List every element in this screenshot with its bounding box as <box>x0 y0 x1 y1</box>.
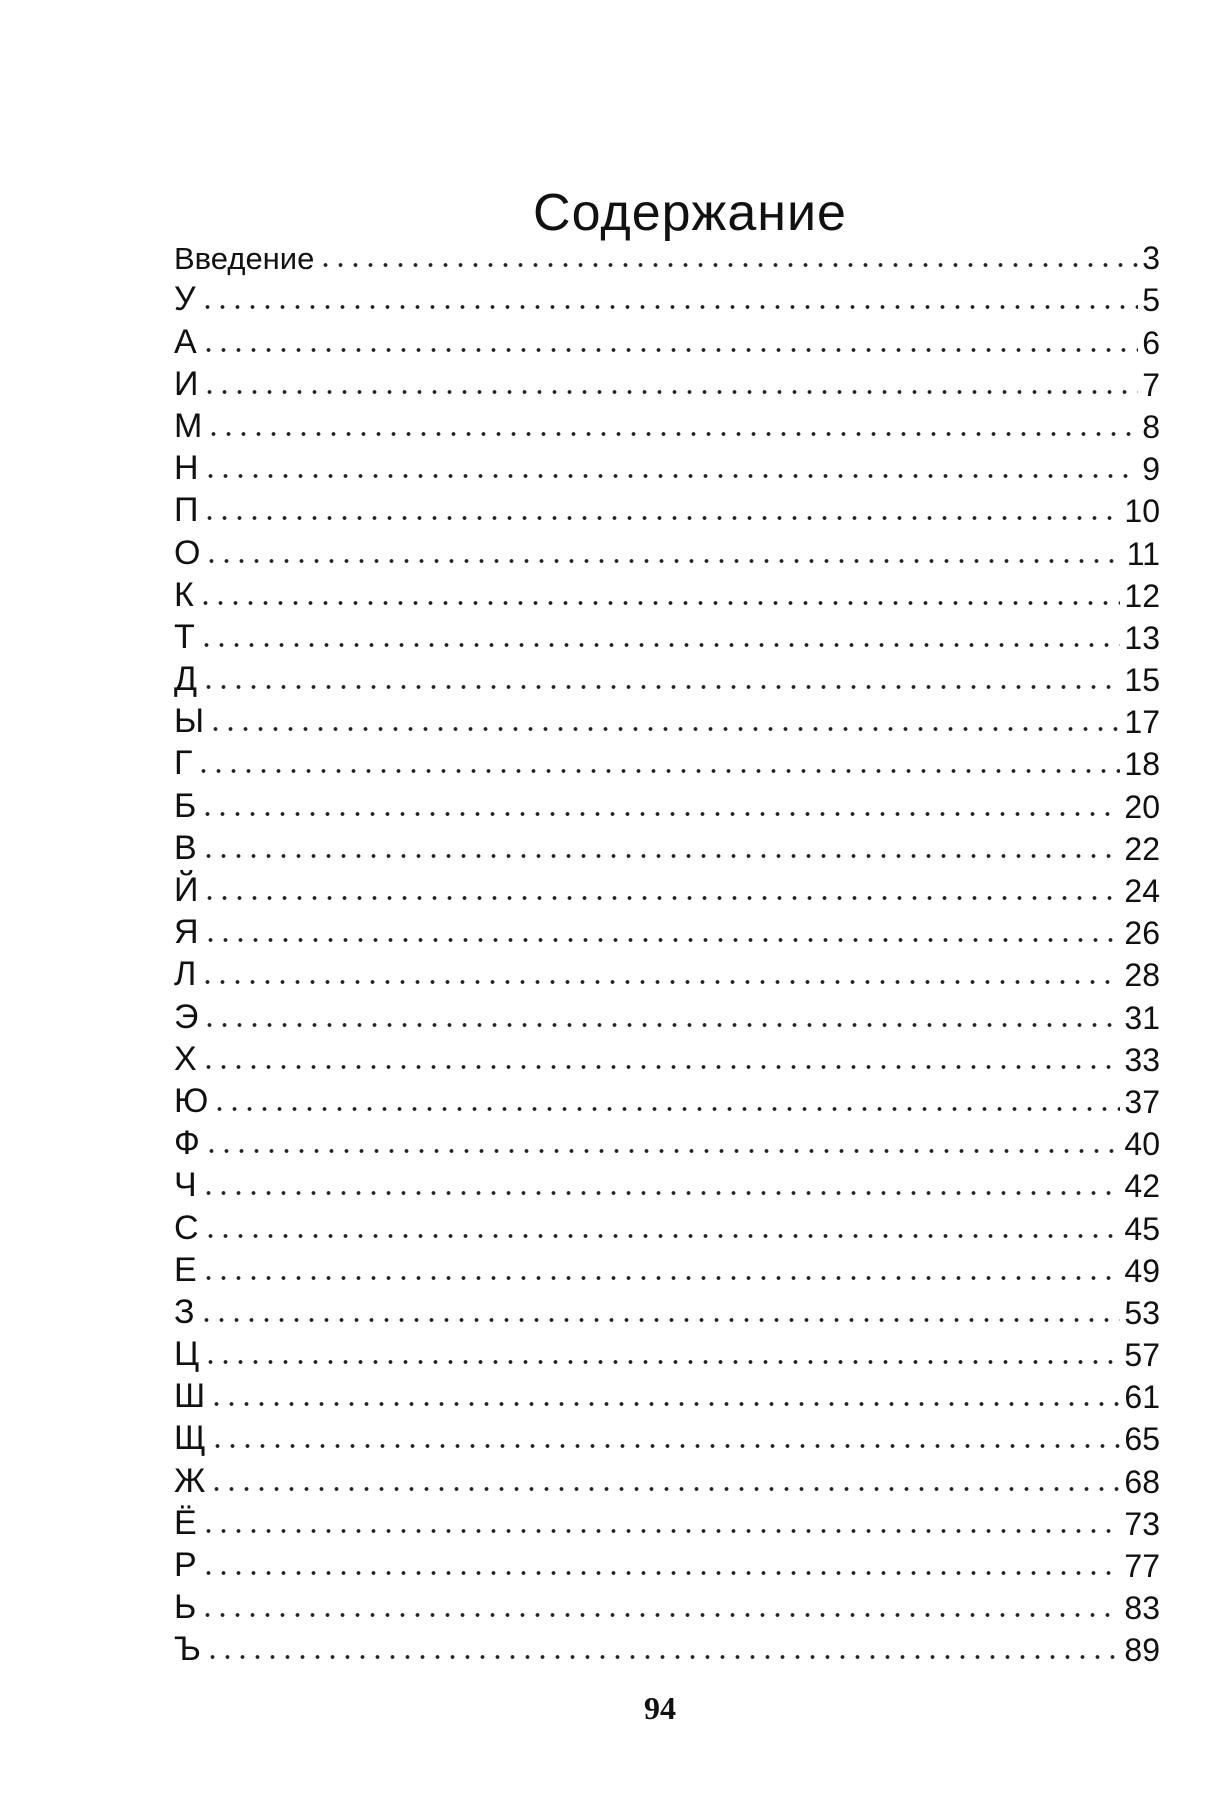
dot-leader <box>201 1528 1121 1534</box>
toc-entry-page: 68 <box>1124 1463 1160 1500</box>
dot-leader <box>202 515 1120 521</box>
toc-entry-label: Е <box>174 1250 197 1289</box>
toc-entry-label: Ж <box>174 1461 206 1500</box>
dot-leader <box>200 1612 1120 1618</box>
dot-leader <box>203 473 1139 479</box>
toc-entry-page: 37 <box>1124 1083 1160 1120</box>
toc-entry-label: Х <box>174 1039 197 1078</box>
page-title: Содержание <box>533 183 847 242</box>
toc-entry[interactable] <box>174 654 1160 699</box>
toc-entry-label: К <box>174 575 194 614</box>
toc-entry-page: 31 <box>1124 999 1160 1036</box>
dot-leader <box>201 1570 1121 1576</box>
toc-entry-label: Д <box>174 660 198 699</box>
dot-leader <box>200 811 1120 817</box>
toc-entry[interactable] <box>174 1624 1160 1669</box>
toc-entry[interactable] <box>174 1582 1160 1627</box>
toc-entry-label: С <box>174 1208 199 1247</box>
toc-entry-page: 40 <box>1124 1126 1160 1163</box>
dot-leader <box>203 1359 1120 1365</box>
toc-entry-page: 7 <box>1142 366 1160 403</box>
toc-entry[interactable] <box>174 359 1160 401</box>
toc-entry-page: 10 <box>1124 493 1160 530</box>
toc-entry[interactable] <box>174 443 1160 488</box>
toc-entry-label: Ь <box>174 1588 197 1627</box>
toc-entry-page: 49 <box>1124 1252 1160 1289</box>
toc-entry-page: 20 <box>1124 788 1160 825</box>
toc-entry-page: 12 <box>1124 577 1160 614</box>
toc-entry-label: Н <box>174 449 199 488</box>
dot-leader <box>196 768 1120 774</box>
toc-entry-page: 18 <box>1124 746 1160 783</box>
toc-entry[interactable] <box>174 780 1160 825</box>
dot-leader <box>202 1022 1120 1028</box>
toc-entry[interactable] <box>174 1540 1160 1582</box>
toc-entry-page: 42 <box>1124 1168 1160 1205</box>
dot-leader <box>206 431 1138 437</box>
toc-entry-page: 53 <box>1124 1294 1160 1331</box>
toc-entry[interactable] <box>174 865 1160 907</box>
toc-entry[interactable] <box>174 1245 1160 1287</box>
table-of-contents <box>174 232 1160 1669</box>
toc-entry[interactable] <box>174 527 1160 572</box>
toc-entry[interactable] <box>174 1076 1160 1118</box>
dot-leader <box>204 558 1122 564</box>
toc-entry-label: У <box>174 280 196 319</box>
toc-entry-label: Ъ <box>174 1630 201 1669</box>
toc-entry-label: И <box>174 364 199 403</box>
toc-entry[interactable] <box>174 991 1160 1036</box>
toc-entry-label: Введение <box>174 241 315 277</box>
dot-leader <box>208 726 1120 732</box>
dot-leader <box>209 1401 1120 1407</box>
toc-entry-page: 73 <box>1124 1505 1160 1542</box>
toc-entry-page: 65 <box>1124 1421 1160 1458</box>
toc-entry-label: Б <box>174 786 197 825</box>
dot-leader <box>209 1486 1120 1492</box>
toc-entry-page: 28 <box>1124 957 1160 994</box>
dot-leader <box>203 1233 1121 1239</box>
toc-entry[interactable] <box>174 316 1160 361</box>
toc-entry-page: 77 <box>1124 1548 1160 1584</box>
toc-entry[interactable] <box>174 738 1160 783</box>
toc-entry-label: Щ <box>174 1419 206 1458</box>
toc-entry[interactable] <box>174 949 1160 994</box>
toc-entry[interactable] <box>174 1498 1160 1540</box>
toc-entry-page: 15 <box>1124 662 1160 699</box>
toc-entry[interactable] <box>174 696 1160 741</box>
toc-entry-page: 57 <box>1124 1337 1160 1374</box>
dot-leader <box>201 1275 1121 1281</box>
page-number: 94 <box>644 1690 676 1726</box>
toc-entry-page: 9 <box>1142 451 1160 488</box>
toc-entry[interactable] <box>174 1160 1160 1205</box>
toc-entry[interactable] <box>174 1455 1160 1500</box>
toc-entry[interactable] <box>174 612 1160 654</box>
toc-entry[interactable] <box>174 907 1160 952</box>
toc-entry-page: 5 <box>1142 282 1160 319</box>
dot-leader <box>201 1064 1121 1070</box>
toc-entry[interactable] <box>174 485 1160 530</box>
toc-entry-page: 22 <box>1124 830 1160 867</box>
toc-entry-page: 11 <box>1126 535 1160 572</box>
toc-entry-page: 26 <box>1124 915 1160 952</box>
toc-entry-label: Й <box>174 871 199 909</box>
dot-leader <box>201 1190 1121 1196</box>
toc-entry-label: Ц <box>174 1335 200 1374</box>
dot-leader <box>210 1443 1121 1449</box>
toc-entry-page: 6 <box>1142 324 1160 361</box>
dot-leader <box>212 1106 1120 1112</box>
toc-entry[interactable] <box>174 232 1160 277</box>
dot-leader <box>203 937 1121 943</box>
toc-entry[interactable] <box>174 1371 1160 1416</box>
toc-entry-label: Г <box>174 744 193 783</box>
toc-entry-label: М <box>174 406 203 445</box>
toc-entry-label: Я <box>174 913 199 952</box>
dot-leader <box>199 642 1121 648</box>
toc-entry[interactable] <box>174 1413 1160 1458</box>
toc-entry[interactable] <box>174 401 1160 443</box>
dot-leader <box>318 262 1138 268</box>
dot-leader <box>198 600 1121 606</box>
toc-entry-label: З <box>174 1292 195 1331</box>
toc-entry[interactable] <box>174 1329 1160 1374</box>
toc-entry-label: Э <box>174 997 199 1036</box>
toc-entry-page: 24 <box>1124 873 1160 909</box>
toc-entry-label: А <box>174 322 197 361</box>
toc-entry-label: О <box>174 533 201 572</box>
toc-entry-label: В <box>174 828 197 867</box>
dot-leader <box>204 1148 1121 1154</box>
dot-leader <box>201 684 1120 690</box>
toc-entry[interactable] <box>174 1118 1160 1163</box>
toc-entry-page: 33 <box>1124 1041 1160 1078</box>
toc-entry-page: 13 <box>1124 619 1160 656</box>
toc-entry-label: Ф <box>174 1124 200 1163</box>
toc-entry-page: 61 <box>1124 1379 1160 1416</box>
toc-entry-label: П <box>174 491 199 530</box>
toc-entry-label: Ы <box>174 702 205 741</box>
toc-entry[interactable] <box>174 570 1160 612</box>
toc-entry-label: Ш <box>174 1377 206 1416</box>
dot-leader <box>202 895 1120 901</box>
dot-leader <box>199 1317 1121 1323</box>
toc-entry-label: Ч <box>174 1166 197 1205</box>
toc-entry-label: Ё <box>174 1503 197 1542</box>
dot-leader <box>205 1654 1120 1660</box>
toc-entry-label: Л <box>174 955 197 994</box>
toc-entry[interactable] <box>174 1034 1160 1076</box>
toc-entry-page: 83 <box>1124 1590 1160 1627</box>
toc-entry-page: 17 <box>1124 704 1160 741</box>
toc-entry-label: Т <box>174 617 195 656</box>
toc-entry[interactable] <box>174 274 1160 319</box>
dot-leader <box>202 389 1138 395</box>
dot-leader <box>200 304 1139 310</box>
dot-leader <box>201 347 1139 353</box>
dot-leader <box>200 979 1120 985</box>
dot-leader <box>201 853 1121 859</box>
toc-entry[interactable] <box>174 1287 1160 1329</box>
toc-entry-page: 3 <box>1142 240 1160 277</box>
toc-entry-label: Ю <box>174 1081 209 1120</box>
toc-entry-label: Р <box>174 1546 197 1584</box>
toc-entry[interactable] <box>174 823 1160 865</box>
toc-entry-page: 45 <box>1124 1210 1160 1247</box>
toc-entry-page: 89 <box>1124 1632 1160 1669</box>
toc-entry-page: 8 <box>1142 408 1160 445</box>
toc-entry[interactable] <box>174 1202 1160 1247</box>
